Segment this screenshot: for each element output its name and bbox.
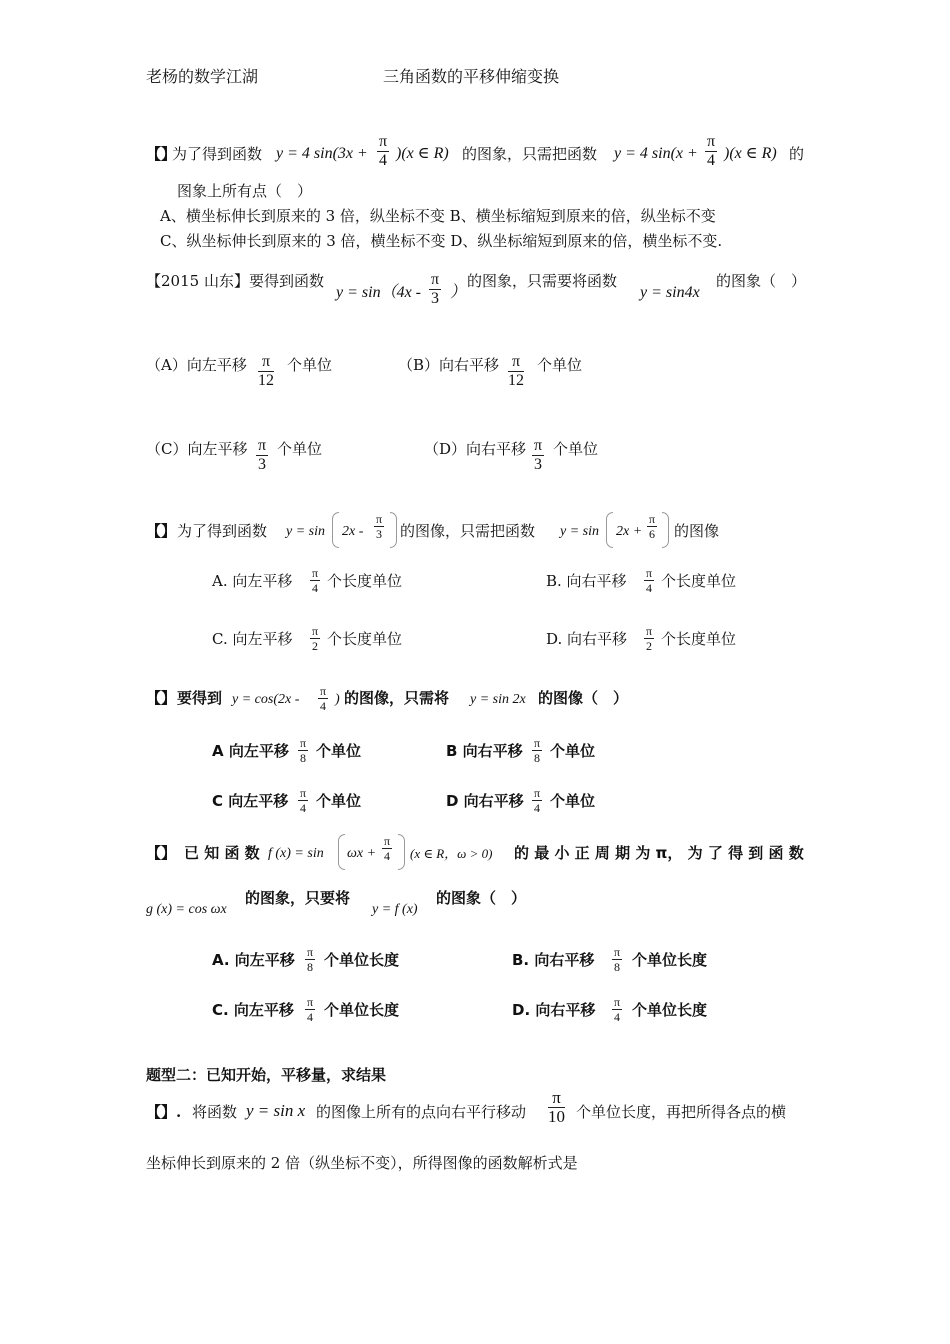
question-text: 的图象，只要将 xyxy=(245,889,351,907)
numerator: π xyxy=(300,736,307,750)
question-bracket: 【】. xyxy=(146,1103,182,1121)
question-text: 【2015 山东】要得到函数 xyxy=(146,272,324,290)
question-bracket: 【】 xyxy=(146,689,177,707)
option-unit: 个单位 xyxy=(316,792,362,810)
fraction-pi-over-4 xyxy=(377,133,389,170)
question-text: 的图像 xyxy=(674,522,720,540)
formula: ωx + xyxy=(347,846,377,861)
fraction-pi-over-4 xyxy=(705,133,717,170)
denominator: 8 xyxy=(300,751,307,765)
numerator: π xyxy=(312,566,319,580)
denominator: 3 xyxy=(258,456,267,473)
denominator: 4 xyxy=(379,152,388,169)
option-unit: 个单位长度 xyxy=(324,951,400,969)
formula: y = f (x) xyxy=(372,902,418,917)
formula: y = sin x xyxy=(246,1101,306,1120)
fraction-pi-over-3 xyxy=(429,271,441,308)
fraction-pi-over-6 xyxy=(647,512,657,541)
question-text: 将函数 xyxy=(192,1103,238,1121)
fraction-pi-over-4 xyxy=(305,995,315,1024)
denominator: 6 xyxy=(649,527,656,541)
numerator: π xyxy=(649,512,656,526)
formula: y = 4 sin(x + xyxy=(614,145,698,162)
option-unit: 个单位长度 xyxy=(632,1001,708,1019)
right-paren xyxy=(662,512,669,548)
fraction-pi-over-2 xyxy=(310,624,320,653)
option-unit: 个单位 xyxy=(550,742,596,760)
formula: y = cos(2x - xyxy=(232,692,300,707)
option-unit: 个单位长度 xyxy=(324,1001,400,1019)
option-a: A. 向左平移 xyxy=(212,951,295,969)
denominator: 4 xyxy=(320,699,327,713)
numerator: π xyxy=(258,353,274,372)
question-text: 坐标伸长到原来的 2 倍（纵坐标不变），所得图像的函数解析式是 xyxy=(146,1154,578,1172)
denominator: 4 xyxy=(534,801,541,815)
option-unit: 个长度单位 xyxy=(327,572,403,590)
numerator: π xyxy=(508,353,524,372)
fraction-pi-over-4 xyxy=(532,786,542,815)
formula: )(x ∈ R) xyxy=(724,145,777,162)
option-row: A、横坐标伸长到原来的 3 倍，纵坐标不变 B、横坐标缩短到原来的倍，纵坐标不变 xyxy=(160,207,716,225)
question-bracket: 【】 xyxy=(146,522,177,540)
fraction-pi-over-4 xyxy=(298,786,308,815)
formula: y = 4 sin(3x + xyxy=(276,145,368,162)
numerator: π xyxy=(534,437,543,454)
option-d: D. 向右平移 xyxy=(546,630,628,648)
denominator: 2 xyxy=(312,639,319,653)
denominator: 4 xyxy=(614,1010,621,1024)
fraction-pi-over-4 xyxy=(644,566,654,595)
formula-condition: (x ∈ R，ω > 0) xyxy=(410,846,493,861)
numerator: π xyxy=(307,945,314,959)
left-paren xyxy=(606,512,613,548)
option-unit: 个单位 xyxy=(277,440,323,458)
formula: y = sin xyxy=(286,524,325,539)
denominator: 3 xyxy=(376,527,383,541)
formula: 2x - xyxy=(342,524,364,539)
option-c: C. 向左平移 xyxy=(212,630,293,648)
denominator: 2 xyxy=(646,639,653,653)
numerator: π xyxy=(534,736,541,750)
numerator: π xyxy=(384,834,391,848)
numerator: π xyxy=(646,566,653,580)
question-text: 为了得到函数 xyxy=(172,145,263,163)
denominator: 4 xyxy=(300,801,307,815)
option-a: A. 向左平移 xyxy=(212,572,293,590)
fraction-pi-over-8 xyxy=(305,945,315,974)
denominator: 3 xyxy=(534,456,543,473)
denominator: 4 xyxy=(307,1010,314,1024)
option-unit: 个长度单位 xyxy=(661,572,737,590)
formula: 2x + xyxy=(616,524,643,539)
question-text: 个单位长度，再把所得各点的横 xyxy=(576,1103,787,1121)
fraction-pi-over-8 xyxy=(298,736,308,765)
option-a: （A）向左平移 xyxy=(146,356,247,374)
numerator: π xyxy=(379,133,388,150)
option-c: （C）向左平移 xyxy=(146,440,248,458)
fraction-pi-over-4 xyxy=(310,566,320,595)
question-text: 的图像，只需将 xyxy=(344,689,450,707)
formula: f (x) = sin xyxy=(268,846,324,861)
section-heading: 题型二：已知开始，平移量，求结果 xyxy=(146,1066,387,1084)
option-unit: 个单位 xyxy=(287,356,333,374)
numerator: π xyxy=(431,271,440,288)
option-unit: 个长度单位 xyxy=(327,630,403,648)
fraction-pi-over-3 xyxy=(374,512,384,541)
option-row: C、纵坐标伸长到原来的 3 倍，横坐标不变 D、纵坐标缩短到原来的倍，横坐标不变. xyxy=(160,232,723,250)
option-b: B. 向右平移 xyxy=(546,572,627,590)
question-text: 的图像，只需把函数 xyxy=(400,522,536,540)
option-b: （B）向右平移 xyxy=(398,356,500,374)
numerator: π xyxy=(320,684,327,698)
question-text: 要得到 xyxy=(177,689,223,707)
right-paren xyxy=(398,834,405,870)
numerator: π xyxy=(258,437,267,454)
option-unit: 个单位 xyxy=(553,440,599,458)
numerator: π xyxy=(707,133,716,150)
left-paren xyxy=(332,512,339,548)
fraction-pi-over-8 xyxy=(612,945,622,974)
denominator: 8 xyxy=(614,960,621,974)
option-unit: 个单位长度 xyxy=(632,951,708,969)
fraction-pi-over-8 xyxy=(532,736,542,765)
denominator: 4 xyxy=(312,581,319,595)
question-text: 的图象（ ） xyxy=(716,272,807,290)
question-text: 的图像上所有的点向右平行移动 xyxy=(316,1103,527,1121)
question-text: 的图像（ ） xyxy=(538,689,629,707)
option-c: C 向左平移 xyxy=(212,792,289,810)
right-paren xyxy=(390,512,397,548)
denominator: 12 xyxy=(258,372,274,389)
numerator: π xyxy=(300,786,307,800)
fraction-pi-over-3 xyxy=(256,437,268,474)
denominator: 4 xyxy=(646,581,653,595)
option-unit: 个单位 xyxy=(537,356,583,374)
fraction-pi-over-2 xyxy=(644,624,654,653)
formula: ） xyxy=(450,284,467,301)
option-unit: 个单位 xyxy=(316,742,362,760)
formula: y = sin 2x xyxy=(470,692,526,707)
question-bracket: 【】 xyxy=(146,145,177,163)
numerator: π xyxy=(534,786,541,800)
question-text: 的图象（ ） xyxy=(436,889,527,907)
denominator: 4 xyxy=(707,152,716,169)
question-text: 图象上所有点（ ） xyxy=(177,182,313,200)
header-title: 三角函数的平移伸缩变换 xyxy=(383,67,560,86)
fraction-pi-over-10 xyxy=(548,1089,565,1126)
question-text: 为了得到函数 xyxy=(177,522,268,540)
left-paren xyxy=(338,834,345,870)
fraction-pi-over-12 xyxy=(508,353,524,390)
question-text: 的 xyxy=(789,145,805,163)
fraction-pi-over-4 xyxy=(382,834,392,863)
option-d: （D）向右平移 xyxy=(424,440,527,458)
numerator: π xyxy=(614,945,621,959)
denominator: 8 xyxy=(307,960,314,974)
denominator: 4 xyxy=(384,849,391,863)
formula: )(x ∈ R) xyxy=(396,145,449,162)
option-c: C. 向左平移 xyxy=(212,1001,294,1019)
option-unit: 个单位 xyxy=(550,792,596,810)
fraction-pi-over-12 xyxy=(258,353,274,390)
question-text: 已 知 函 数 xyxy=(184,844,260,862)
formula: ) xyxy=(335,692,340,707)
formula: y = sin xyxy=(560,524,599,539)
option-unit: 个长度单位 xyxy=(661,630,737,648)
denominator: 10 xyxy=(548,1107,565,1126)
formula: g (x) = cos ωx xyxy=(146,902,227,917)
numerator: π xyxy=(646,624,653,638)
option-b: B. 向右平移 xyxy=(512,951,595,969)
question-text: 的 最 小 正 周 期 为 π， 为 了 得 到 函 数 xyxy=(514,844,804,862)
option-a: A 向左平移 xyxy=(212,742,289,760)
formula: y = sin4x xyxy=(640,284,700,301)
question-text: 的图象，只需要将函数 xyxy=(467,272,618,290)
numerator: π xyxy=(614,995,621,1009)
question-bracket: 【】 xyxy=(146,844,177,862)
fraction-pi-over-3 xyxy=(532,437,544,474)
numerator: π xyxy=(548,1089,565,1108)
numerator: π xyxy=(312,624,319,638)
question-text: 的图象，只需把函数 xyxy=(462,145,598,163)
denominator: 8 xyxy=(534,751,541,765)
header-left: 老杨的数学江湖 xyxy=(146,67,259,86)
denominator: 3 xyxy=(431,290,440,307)
option-d: D. 向右平移 xyxy=(512,1001,596,1019)
numerator: π xyxy=(376,512,383,526)
numerator: π xyxy=(307,995,314,1009)
option-d: D 向右平移 xyxy=(446,792,524,810)
formula: y = sin（4x - xyxy=(336,284,422,301)
fraction-pi-over-4 xyxy=(318,684,328,713)
fraction-pi-over-4 xyxy=(612,995,622,1024)
option-b: B 向右平移 xyxy=(446,742,523,760)
denominator: 12 xyxy=(508,372,524,389)
